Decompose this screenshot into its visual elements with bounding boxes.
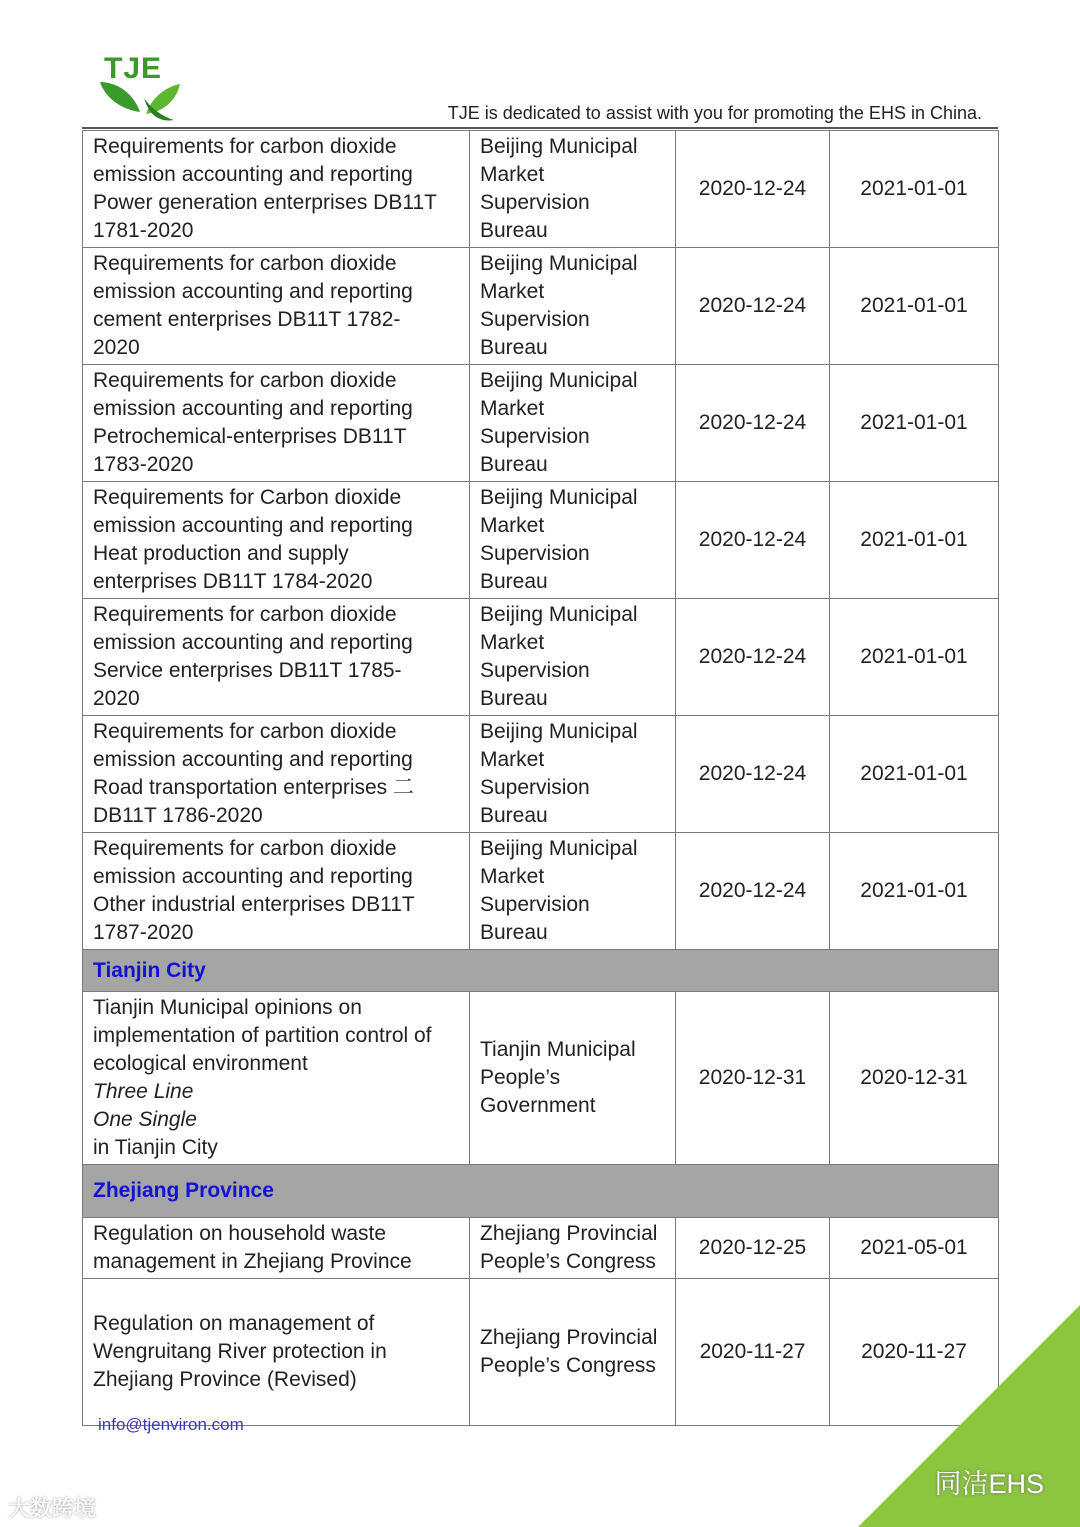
contact-email[interactable]: info@tjenviron.com: [98, 1415, 244, 1434]
issuing-authority: Zhejiang Provincial People’s Congress: [470, 1218, 676, 1279]
effective-date: 2020-12-31: [830, 992, 999, 1165]
effective-date: 2021-01-01: [830, 365, 999, 482]
issuing-authority: Beijing Municipal Market Supervision Bureau: [470, 482, 676, 599]
section-header-tianjin: [83, 950, 999, 992]
issue-date: 2020-12-24: [676, 833, 830, 950]
regulation-title: Tianjin Municipal opinions on implementation of partition control of ecological environment Three Line One Single in Tianjin City: [83, 992, 470, 1165]
effective-date: 2021-01-01: [830, 599, 999, 716]
company-logo: [96, 52, 186, 124]
regulation-title: Requirements for carbon dioxide emission accounting and reporting Service enterprises DB11T 1785- 2020: [83, 599, 470, 716]
issue-date: 2020-11-27: [676, 1279, 830, 1426]
leaf-icon: [96, 52, 186, 124]
section-title: Tianjin City: [83, 950, 999, 992]
table-row: [83, 833, 999, 950]
section-header-zhejiang: [83, 1165, 999, 1218]
table-row: [83, 599, 999, 716]
regulation-title: Requirements for Carbon dioxide emission accounting and reporting Heat production and supply enterprises DB11T 1784-2020: [83, 482, 470, 599]
watermark-right: 同洁EHS: [934, 1469, 1044, 1499]
issue-date: 2020-12-24: [676, 599, 830, 716]
issue-date: 2020-12-24: [676, 248, 830, 365]
regulations-table: [82, 130, 999, 1426]
effective-date: 2021-01-01: [830, 716, 999, 833]
regulation-title: Requirements for carbon dioxide emission accounting and reporting Other industrial enterprises DB11T 1787-2020: [83, 833, 470, 950]
issue-date: 2020-12-24: [676, 131, 830, 248]
table-row: [83, 1218, 999, 1279]
effective-date: 2021-01-01: [830, 482, 999, 599]
regulation-title: Requirements for carbon dioxide emission accounting and reporting cement enterprises DB11T 1782- 2020: [83, 248, 470, 365]
issuing-authority: Zhejiang Provincial People’s Congress: [470, 1279, 676, 1426]
table-row: [83, 992, 999, 1165]
logo-text: TJE: [104, 52, 163, 85]
issuing-authority: Beijing Municipal Market Supervision Bureau: [470, 833, 676, 950]
table-row: [83, 482, 999, 599]
issuing-authority: Beijing Municipal Market Supervision Bureau: [470, 716, 676, 833]
table-row: [83, 716, 999, 833]
issue-date: 2020-12-31: [676, 992, 830, 1165]
regulation-title: Requirements for carbon dioxide emission accounting and reporting Power generation enterprises DB11T 1781-2020: [83, 131, 470, 248]
regulation-title: Regulation on household waste management in Zhejiang Province: [83, 1218, 470, 1279]
regulation-title: Requirements for carbon dioxide emission accounting and reporting Road transportation enterprises 二 DB11T 1786-2020: [83, 716, 470, 833]
effective-date: 2021-01-01: [830, 248, 999, 365]
table-row: [83, 365, 999, 482]
header-tagline: TJE is dedicated to assist with you for promoting the EHS in China.: [447, 103, 982, 123]
watermark-left: 大数跨境: [8, 1496, 97, 1521]
issue-date: 2020-12-24: [676, 716, 830, 833]
issuing-authority: Beijing Municipal Market Supervision Bureau: [470, 131, 676, 248]
issue-date: 2020-12-25: [676, 1218, 830, 1279]
issuing-authority: Beijing Municipal Market Supervision Bureau: [470, 248, 676, 365]
table-row: [83, 248, 999, 365]
regulation-title: Regulation on management of Wengruitang River protection in Zhejiang Province (Revised): [83, 1279, 470, 1426]
issuing-authority: Tianjin Municipal People’s Government: [470, 992, 676, 1165]
effective-date: 2021-05-01: [830, 1218, 999, 1279]
effective-date: 2020-11-27: [830, 1279, 999, 1426]
regulation-title: Requirements for carbon dioxide emission accounting and reporting Petrochemical-enterprises DB11T 1783-2020: [83, 365, 470, 482]
section-title: Zhejiang Province: [83, 1165, 999, 1218]
effective-date: 2021-01-01: [830, 833, 999, 950]
issue-date: 2020-12-24: [676, 482, 830, 599]
issue-date: 2020-12-24: [676, 365, 830, 482]
issuing-authority: Beijing Municipal Market Supervision Bureau: [470, 365, 676, 482]
header-divider: [82, 127, 998, 129]
table-row: [83, 131, 999, 248]
effective-date: 2021-01-01: [830, 131, 999, 248]
issuing-authority: Beijing Municipal Market Supervision Bureau: [470, 599, 676, 716]
